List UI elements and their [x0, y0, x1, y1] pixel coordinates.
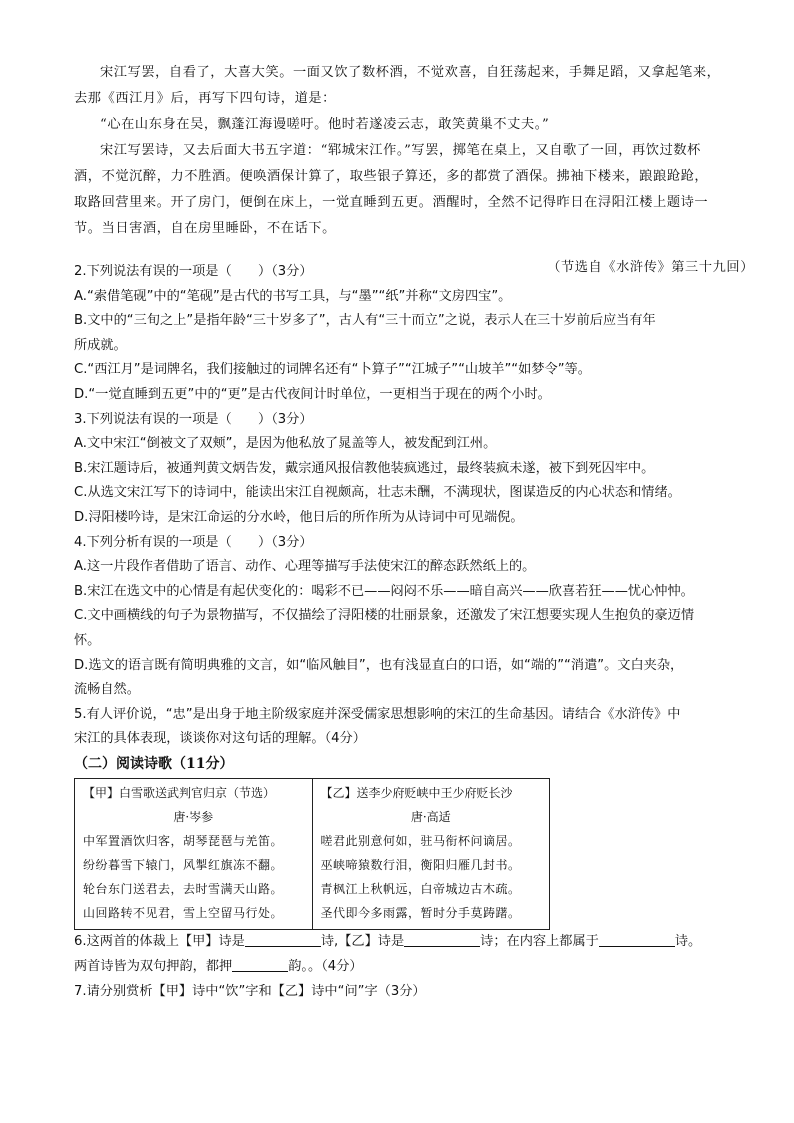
- option-a: A.文中宋江“倒被文了双颊”，是因为他私放了晁盖等人，被发配到江州。: [74, 436, 497, 452]
- option-b: B.宋江在选文中的心情是有起伏变化的：喝彩不已——闷闷不乐——暗自高兴——欣喜若狂——忧心忡忡。: [74, 583, 694, 599]
- q6-text: 6.这两首的体裁上【甲】诗是: [74, 934, 245, 950]
- passage-line: 去那《西江月》后，再写下四句诗，道是：: [74, 91, 336, 106]
- option-c: C.从选文宋江写下的诗词中，能读出宋江自视颇高，壮志未酬，不满现状，图谋造反的内心状态和情绪。: [74, 485, 681, 501]
- passage-line: 宋江写罢诗，又去后面大书五字道：“郓城宋江作。”写罢，掷笔在桌上，又自歌了一回，再饮过数杯: [100, 143, 701, 158]
- answer-blank[interactable]: [599, 932, 675, 947]
- option-d: D.浔阳楼吟诗，是宋江命运的分水岭，他日后的所作所为从诗词中可见端倪。: [74, 509, 524, 525]
- poem-a-title: 【甲】白雪歌送武判官归京（节选）: [83, 786, 276, 801]
- option-b-cont: 所成就。: [74, 337, 127, 353]
- question-stem: 5.有人评价说，“忠”是出身于地主阶级家庭并深受儒家思想影响的宋江的生命基因。请结合《水浒传》中: [74, 706, 681, 722]
- passage-line: 节。当日害酒，自在房里睡卧，不在话下。: [74, 221, 336, 236]
- poem-b-line: 青枫江上秋帆远，白帝城边古木疏。: [320, 882, 521, 897]
- poem-b-line: 巫峡啼猿数行泪，衡阳归雁几封书。: [320, 858, 521, 873]
- passage-line: 酒，不觉沉醉，力不胜酒。便唤酒保计算了，取些银子算还，多的都赏了酒保。拂袖下楼来，踉踉跄跄，: [74, 169, 709, 184]
- poem-b-cell: [312, 779, 550, 930]
- option-b: B.文中的“三旬之上”是指年龄“三十岁多了”，古人有“三十而立”之说，表示人在三十岁前后应当有年: [74, 313, 656, 329]
- poem-b-author: 唐·高适: [410, 810, 451, 825]
- q6-text: 韵。。（4分）: [288, 959, 363, 975]
- q6-text: 两首诗皆为双句押韵，都押: [74, 959, 233, 975]
- passage-source: （节选自《水浒传》第三十九回）: [547, 260, 754, 276]
- poem-b-line: 圣代即今多雨露，暂时分手莫踌躇。: [320, 906, 521, 921]
- q6-text: 诗,【乙】诗是: [320, 934, 405, 950]
- option-d: D.“一觉直睡到五更”中的“更”是古代夜间计时单位，一更相当于现在的两个小时。: [74, 386, 551, 402]
- poem-a-author: 唐·岑参: [173, 810, 214, 825]
- poem-a-line: 山回路转不见君，雪上空留马行处。: [83, 906, 284, 921]
- poem-b-title: 【乙】送李少府贬峡中王少府贬长沙: [320, 786, 513, 801]
- section-title: （二）阅读诗歌（11分）: [74, 755, 234, 772]
- q6-text: 诗；在内容上都属于: [480, 934, 599, 950]
- option-d: D.选文的语言既有简明典雅的文言，如“临风触目”，也有浅显直白的口语，如“端的”“消遣”。文白夹杂，: [74, 657, 684, 673]
- poem-a-line: 中军置酒饮归客，胡琴琵琶与羌笛。: [83, 834, 284, 849]
- question-stem: 4.下列分析有误的一项是（ ）（3分）: [74, 534, 313, 550]
- option-b: B.宋江题诗后，被通判黄文炳告发，戴宗通风报信教他装疯逃过，最终装疯未遂，被下到死囚牢中。: [74, 460, 655, 476]
- q6-text: 诗。: [674, 934, 702, 950]
- question-stem-cont: 宋江的具体表现，谈谈你对这句话的理解。（4分）: [74, 731, 366, 747]
- poem-table: [74, 778, 550, 930]
- passage-line: 取路回营里来。开了房门，便倒在床上，一觉直睡到五更。酒醒时，全然不记得昨日在浔阳江楼上题诗一: [74, 195, 709, 210]
- question-6: [74, 930, 754, 955]
- option-c: C.“西江月”是词牌名，我们接触过的词牌名还有“卜算子”“江城子”“山坡羊”“如梦令”等。: [74, 362, 591, 378]
- question-6-cont: [74, 955, 754, 980]
- passage-line: “心在山东身在吴，飘蓬江海谩嗟吁。他时若遂凌云志，敢笑黄巢不丈夫。”: [100, 117, 550, 132]
- question-7: 7.请分别赏析【甲】诗中“饮”字和【乙】诗中“问”字（3分）: [74, 983, 426, 999]
- question-stem: 3.下列说法有误的一项是（ ）（3分）: [74, 411, 313, 427]
- answer-blank[interactable]: [404, 932, 480, 947]
- answer-blank[interactable]: [245, 932, 321, 947]
- option-a: A.这一片段作者借助了语言、动作、心理等描写手法使宋江的醉态跃然纸上的。: [74, 559, 536, 575]
- option-c: C.文中画横线的句子为景物描写，不仅描绘了浔阳楼的壮丽景象，还激发了宋江想要实现人生抱负的豪迈情: [74, 608, 695, 624]
- poem-a-cell: [75, 779, 313, 930]
- option-c-cont: 怀。: [74, 632, 101, 648]
- question-stem: 2.下列说法有误的一项是（ ）（3分）: [74, 264, 313, 279]
- question-list: [74, 260, 754, 1004]
- passage-line: 宋江写罢，自看了，大喜大笑。一面又饮了数杯酒，不觉欢喜，自狂荡起来，手舞足蹈，又拿起笔来，: [100, 65, 721, 80]
- poem-a-line: 轮台东门送君去，去时雪满天山路。: [83, 882, 284, 897]
- poem-a-line: 纷纷暮雪下辕门，风掣红旗冻不翻。: [83, 858, 284, 873]
- option-d-cont: 流畅自然。: [74, 682, 140, 698]
- option-a: A.“索借笔砚”中的“笔砚”是古代的书写工具，与“墨”“纸”并称“文房四宝”。: [74, 288, 512, 304]
- poem-b-line: 嗟君此别意何如，驻马衔杯问谪居。: [320, 834, 521, 849]
- answer-blank[interactable]: [232, 957, 288, 972]
